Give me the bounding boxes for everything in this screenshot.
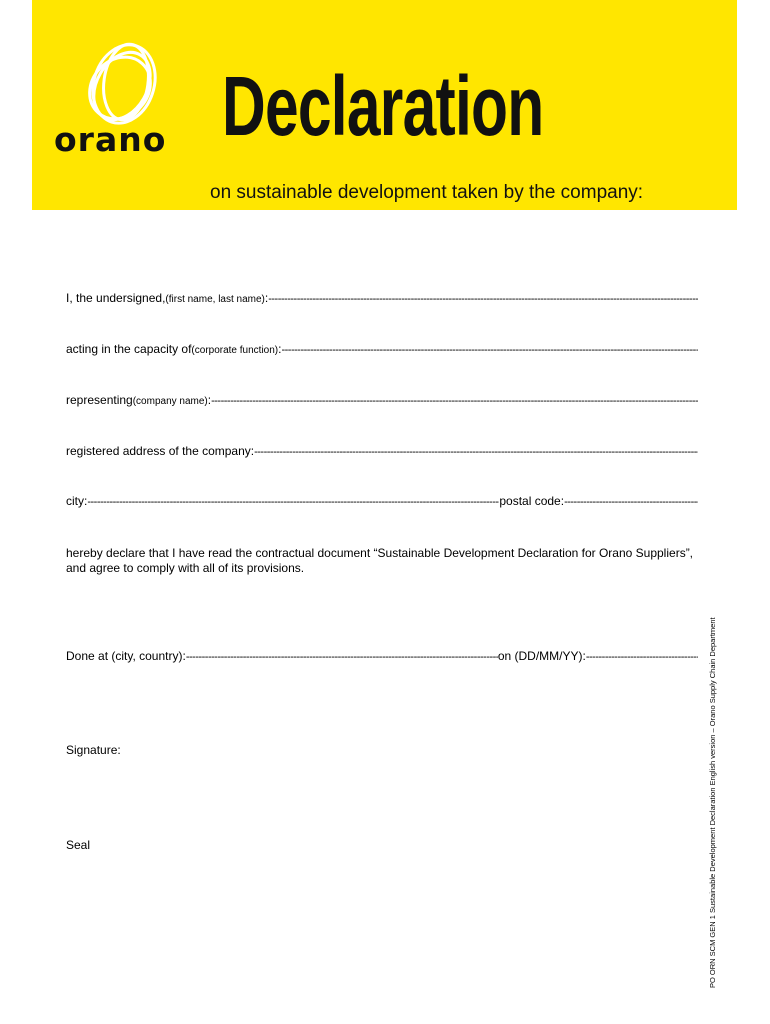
field-address[interactable] — [66, 444, 698, 458]
field-hint: (company name) — [132, 396, 208, 407]
field-city-postal[interactable] — [66, 494, 698, 508]
page-title: Declaration — [222, 59, 544, 153]
field-label: acting in the capacity of — [66, 342, 192, 356]
field-label: registered address of the company: — [66, 444, 255, 458]
date-label: on (DD/MM/YY): — [497, 649, 586, 663]
date-dotted-line[interactable] — [586, 651, 698, 663]
field-colon: : — [207, 393, 212, 407]
field-label: I, the undersigned, — [66, 291, 166, 305]
done-at-dotted-line[interactable] — [186, 651, 498, 663]
field-hint: (corporate function) — [191, 345, 279, 356]
page-subtitle: on sustainable development taken by the company: — [210, 182, 644, 203]
dotted-line[interactable] — [268, 293, 698, 305]
postal-code-label: postal code: — [499, 494, 565, 508]
city-dotted-line[interactable] — [87, 496, 499, 508]
postal-dotted-line[interactable] — [564, 496, 698, 508]
header-banner — [32, 0, 737, 210]
field-representing[interactable] — [66, 393, 698, 407]
side-document-reference: PO ORN SCM GEN 1 Sustainable Development Declaration English version – Orano Supply Chain Department — [708, 617, 717, 988]
field-undersigned[interactable] — [66, 291, 698, 305]
field-capacity[interactable] — [66, 342, 698, 356]
dotted-line[interactable] — [211, 395, 698, 407]
field-colon: : — [278, 342, 282, 356]
field-label: Done at (city, country): — [66, 649, 186, 663]
field-done-at[interactable] — [66, 649, 698, 663]
field-label: representing — [66, 393, 133, 407]
field-label: city: — [66, 494, 88, 508]
field-colon: : — [264, 291, 269, 305]
signature-label: Signature: — [66, 743, 121, 757]
declaration-text: hereby declare that I have read the contractual document “Sustainable Development Declaration for Orano Suppliers”, and agree to comply with all of its provisions. — [66, 546, 694, 575]
dotted-line[interactable] — [281, 344, 698, 356]
field-hint: (first name, last name) — [165, 294, 265, 305]
logo-wordmark: orano — [54, 120, 167, 159]
dotted-line[interactable] — [254, 446, 698, 458]
seal-label: Seal — [66, 838, 91, 852]
